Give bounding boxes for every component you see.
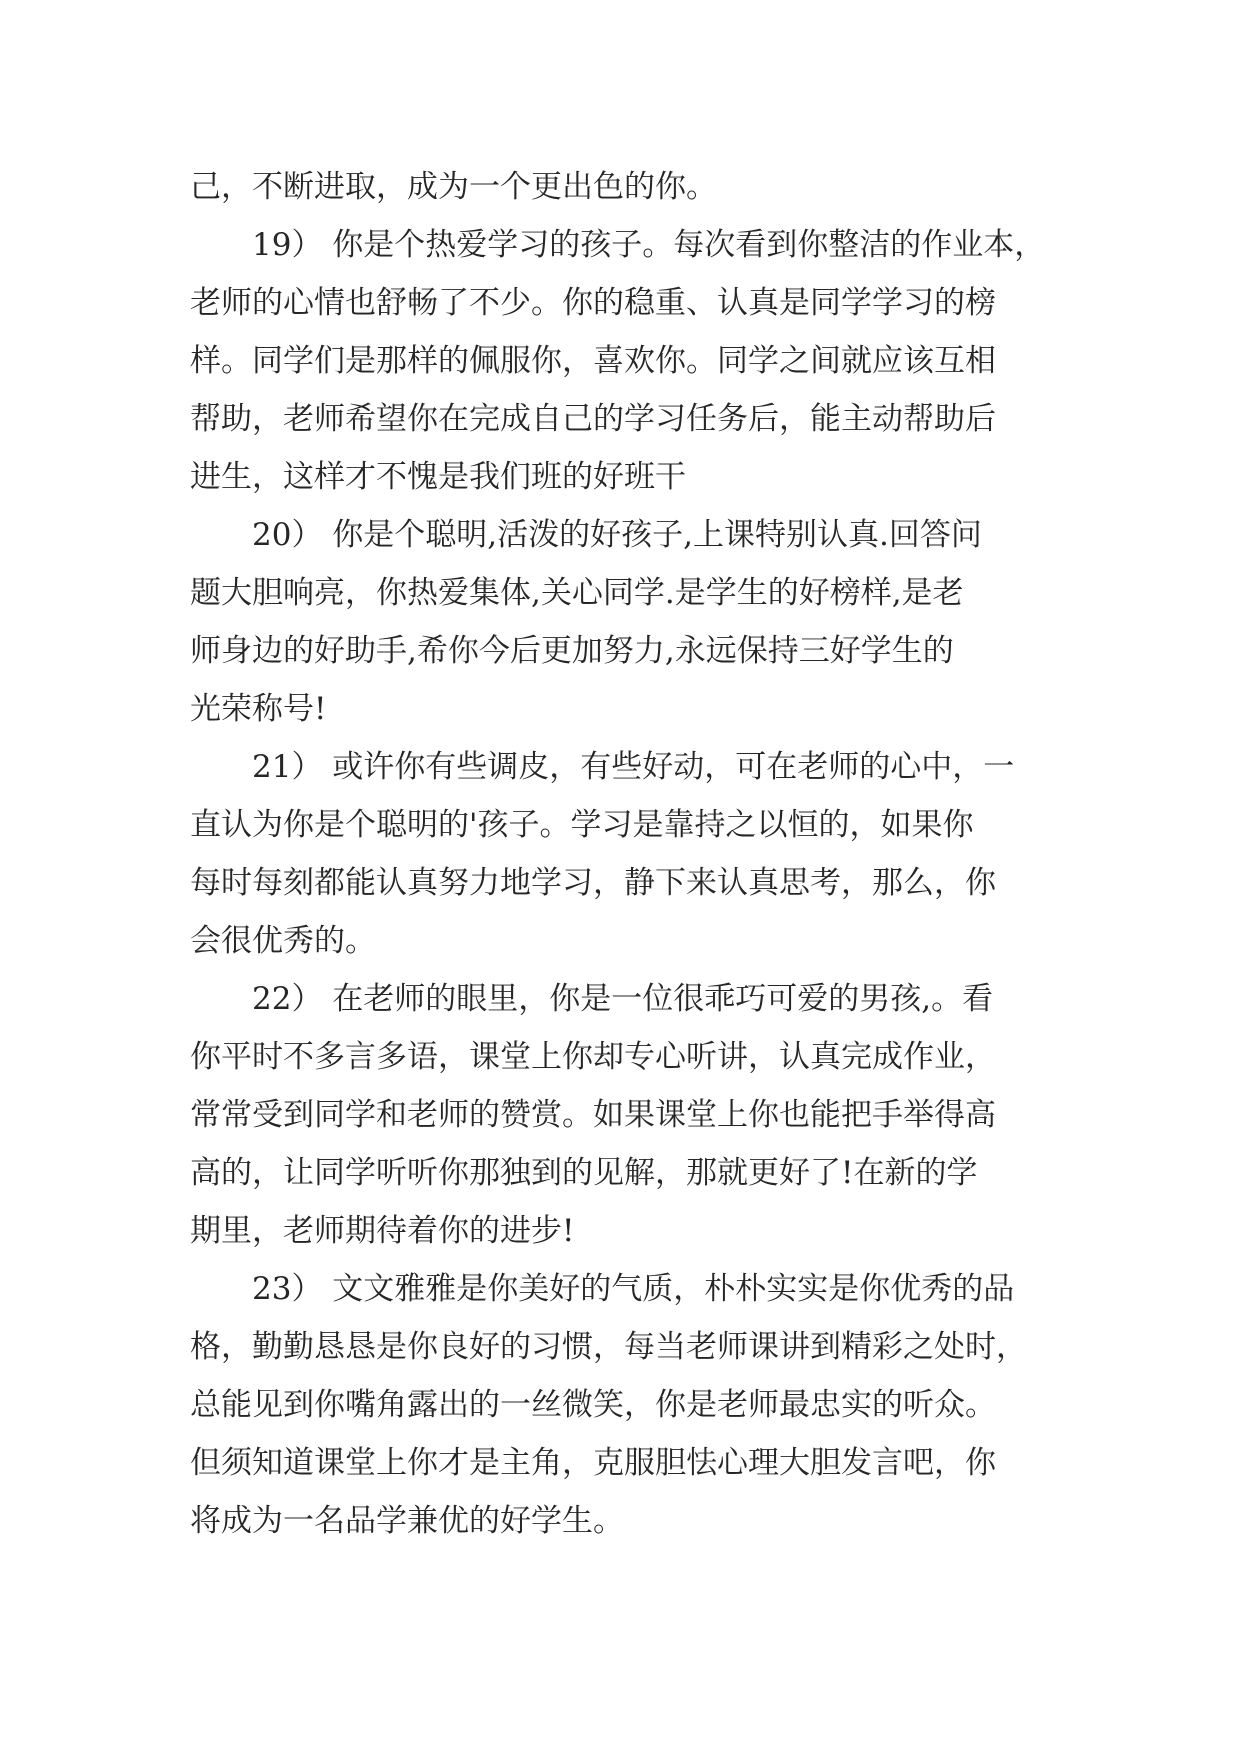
text-line: 题大胆响亮，你热爱集体,关心同学.是学生的好榜样,是老 xyxy=(190,575,964,611)
text-line: 己，不断进取，成为一个更出色的你。 xyxy=(190,169,717,205)
text-line: 将成为一名品学兼优的好学生。 xyxy=(190,1503,624,1539)
paragraph-23 xyxy=(190,1260,1080,1550)
text-line: 20） 你是个聪明,活泼的好孩子,上课特别认真.回答问 xyxy=(252,517,982,553)
paragraph-22 xyxy=(190,970,1080,1260)
document-body xyxy=(190,158,1080,1550)
paragraph-20 xyxy=(190,506,1080,738)
text-line: 进生，这样才不愧是我们班的好班干 xyxy=(190,459,686,495)
text-line: 高的，让同学听听你那独到的见解，那就更好了!在新的学 xyxy=(190,1155,978,1191)
paragraph-continuation xyxy=(190,158,1080,216)
text-line: 老师的心情也舒畅了不少。你的稳重、认真是同学学习的榜 xyxy=(190,285,996,321)
text-line: 你平时不多言多语，课堂上你却专心听讲，认真完成作业， xyxy=(190,1039,996,1075)
text-line: 但须知道课堂上你才是主角，克服胆怯心理大胆发言吧，你 xyxy=(190,1445,996,1481)
text-line: 光荣称号! xyxy=(190,691,327,727)
paragraph-19 xyxy=(190,216,1080,506)
text-line: 直认为你是个聪明的'孩子。学习是靠持之以恒的，如果你 xyxy=(190,807,974,843)
text-line: 常常受到同学和老师的赞赏。如果课堂上你也能把手举得高 xyxy=(190,1097,996,1133)
text-line: 19） 你是个热爱学习的孩子。每次看到你整洁的作业本， xyxy=(252,227,1046,263)
text-line: 总能见到你嘴角露出的一丝微笑，你是老师最忠实的听众。 xyxy=(190,1387,996,1423)
text-line: 师身边的好助手,希你今后更加努力,永远保持三好学生的 xyxy=(190,633,954,669)
paragraph-21 xyxy=(190,738,1080,970)
text-line: 格，勤勤恳恳是你良好的习惯，每当老师课讲到精彩之处时， xyxy=(190,1329,1027,1365)
text-line: 21） 或许你有些调皮，有些好动，可在老师的心中，一 xyxy=(252,749,1015,785)
text-line: 期里，老师期待着你的进步! xyxy=(190,1213,575,1249)
text-line: 会很优秀的。 xyxy=(190,923,376,959)
text-line: 22） 在老师的眼里，你是一位很乖巧可爱的男孩,。看 xyxy=(252,981,994,1017)
text-line: 每时每刻都能认真努力地学习，静下来认真思考，那么，你 xyxy=(190,865,996,901)
text-line: 样。同学们是那样的佩服你，喜欢你。同学之间就应该互相 xyxy=(190,343,996,379)
text-line: 23） 文文雅雅是你美好的气质，朴朴实实是你优秀的品 xyxy=(252,1271,1015,1307)
text-line: 帮助，老师希望你在完成自己的学习任务后，能主动帮助后 xyxy=(190,401,996,437)
